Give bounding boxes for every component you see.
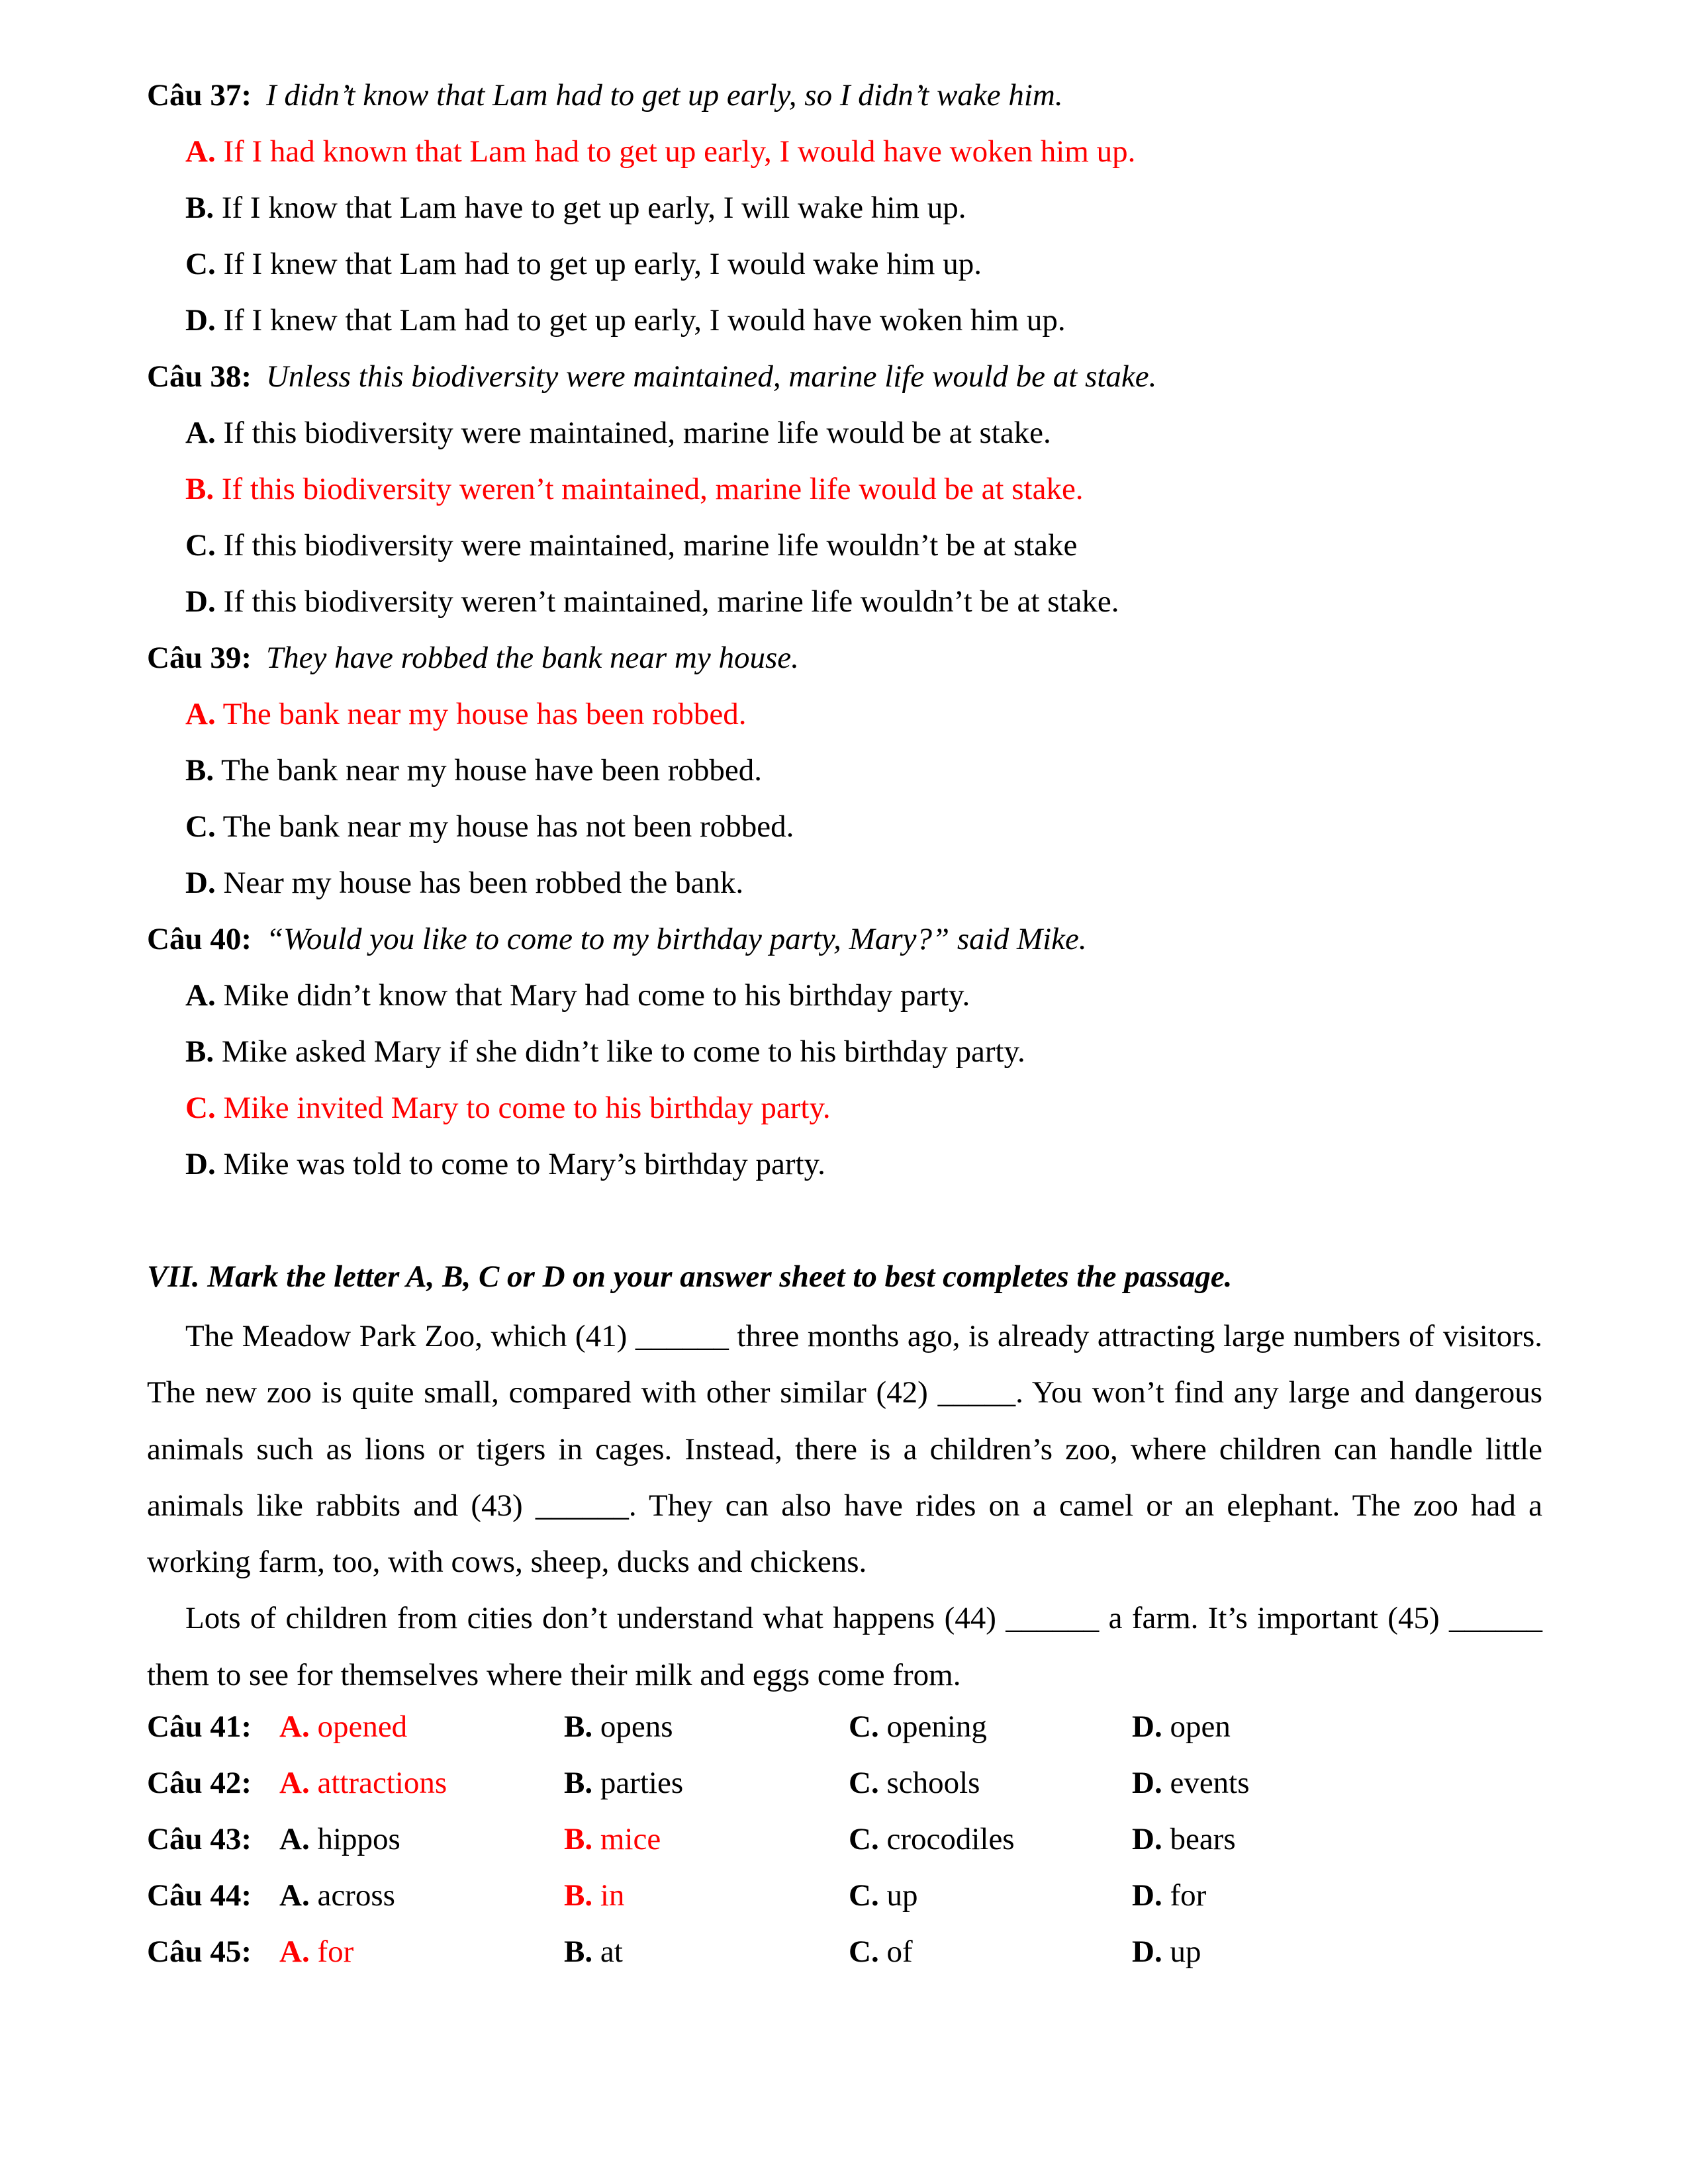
- question-text: Unless this biodiversity were maintained, marine life would be at stake.: [265, 359, 1157, 394]
- option-text: If I knew that Lam had to get up early, I would wake him up.: [223, 247, 982, 281]
- option-a: A. across: [279, 1878, 395, 1913]
- option-d: D. open: [1132, 1709, 1231, 1744]
- option-row: [185, 863, 743, 903]
- question-label: Câu 39:: [147, 641, 252, 675]
- option-c: C. of: [849, 1934, 913, 1969]
- option-letter: C.: [185, 1091, 216, 1125]
- option-text: If this biodiversity weren’t maintained, marine life would be at stake.: [221, 472, 1084, 506]
- question-text: “Would you like to come to my birthday party, Mary?” said Mike.: [265, 922, 1087, 956]
- answer-row: [147, 1819, 1542, 1859]
- question-39-stem: [147, 638, 799, 678]
- option-a: A. for: [279, 1934, 354, 1969]
- section-title: VII. Mark the letter A, B, C or D on your answer sheet to best completes the passage.: [147, 1259, 1233, 1294]
- option-row: [185, 525, 1077, 565]
- option-text: If I had known that Lam had to get up early, I would have woken him up.: [223, 134, 1136, 169]
- option-text: Mike asked Mary if she didn’t like to come to his birthday party.: [221, 1034, 1025, 1069]
- option-letter: D.: [185, 584, 216, 619]
- option-b: B. opens: [564, 1709, 673, 1744]
- option-row: [185, 751, 762, 790]
- option-letter: D.: [185, 303, 216, 338]
- reading-passage: [147, 1308, 1542, 1704]
- option-letter: D.: [185, 866, 216, 900]
- option-c: C. crocodiles: [849, 1822, 1015, 1856]
- option-letter: A.: [185, 978, 216, 1013]
- question-label: Câu 37:: [147, 78, 252, 113]
- option-text: If I knew that Lam had to get up early, I would have woken him up.: [223, 303, 1066, 338]
- option-text: If this biodiversity were maintained, marine life wouldn’t be at stake: [223, 528, 1078, 563]
- question-label: Câu 44:: [147, 1878, 252, 1913]
- option-text: If I know that Lam have to get up early, I will wake him up.: [221, 191, 966, 225]
- option-d: D. up: [1132, 1934, 1201, 1969]
- option-letter: A.: [185, 134, 216, 169]
- option-row: [185, 807, 794, 846]
- option-row: [185, 413, 1051, 453]
- option-text: Near my house has been robbed the bank.: [223, 866, 744, 900]
- option-row: [185, 976, 970, 1015]
- option-a: A. opened: [279, 1709, 408, 1744]
- option-letter: C.: [185, 809, 216, 844]
- answer-row: [147, 1707, 1542, 1747]
- question-label: Câu 42:: [147, 1766, 252, 1800]
- option-row: [185, 469, 1084, 509]
- option-row: [185, 188, 966, 228]
- question-label: Câu 38:: [147, 359, 252, 394]
- option-letter: A.: [185, 416, 216, 450]
- passage-paragraph: The Meadow Park Zoo, which (41) ______ three months ago, is already attracting large numbers of visitors. The new zoo is quite small, compared with other similar (42) _____. You won’t find any large and dangerous animals such as lions or tigers in cages. Instead, there is a children’s zoo, where children can handle little animals like rabbits and (43) ______. They can also have rides on a camel or an elephant. The zoo had a working farm, too, with cows, sheep, ducks and chickens.: [147, 1319, 1542, 1580]
- option-letter: A.: [185, 697, 216, 731]
- option-d: D. bears: [1132, 1822, 1236, 1856]
- option-text: Mike didn’t know that Mary had come to his birthday party.: [223, 978, 970, 1013]
- option-row: [185, 244, 982, 284]
- option-c: C. opening: [849, 1709, 987, 1744]
- question-text: They have robbed the bank near my house.: [265, 641, 799, 675]
- passage-paragraph: Lots of children from cities don’t understand what happens (44) ______ a farm. It’s important (45) ______ them to see for themselves where their milk and eggs come from.: [147, 1601, 1542, 1692]
- question-label: Câu 41:: [147, 1709, 252, 1744]
- question-label: Câu 40:: [147, 922, 252, 956]
- option-row: [185, 1088, 831, 1128]
- option-b: B. in: [564, 1878, 625, 1913]
- question-text: I didn’t know that Lam had to get up early, so I didn’t wake him.: [265, 78, 1063, 113]
- question-label: Câu 43:: [147, 1822, 252, 1856]
- question-37-stem: [147, 75, 1063, 115]
- option-text: If this biodiversity were maintained, marine life would be at stake.: [223, 416, 1051, 450]
- option-letter: B.: [185, 191, 214, 225]
- question-40-stem: [147, 919, 1087, 959]
- option-letter: B.: [185, 753, 214, 788]
- option-row: [185, 132, 1135, 171]
- answer-row: [147, 1932, 1542, 1972]
- option-letter: C.: [185, 528, 216, 563]
- option-letter: D.: [185, 1147, 216, 1181]
- option-row: [185, 582, 1119, 621]
- option-text: If this biodiversity weren’t maintained, marine life wouldn’t be at stake.: [223, 584, 1119, 619]
- option-text: The bank near my house has not been robbed.: [222, 809, 794, 844]
- option-b: B. mice: [564, 1822, 661, 1856]
- option-c: C. up: [849, 1878, 918, 1913]
- answer-row: [147, 1763, 1542, 1803]
- option-row: [185, 1144, 825, 1184]
- option-b: B. at: [564, 1934, 623, 1969]
- option-letter: B.: [185, 1034, 214, 1069]
- option-text: The bank near my house have been robbed.: [221, 753, 762, 788]
- option-a: A. hippos: [279, 1822, 400, 1856]
- option-b: B. parties: [564, 1766, 684, 1800]
- option-letter: B.: [185, 472, 214, 506]
- option-a: A. attractions: [279, 1766, 447, 1800]
- option-row: [185, 694, 747, 734]
- option-text: The bank near my house has been robbed.: [222, 697, 747, 731]
- option-row: [185, 1032, 1025, 1071]
- option-row: [185, 300, 1066, 340]
- option-letter: C.: [185, 247, 216, 281]
- answer-row: [147, 1876, 1542, 1915]
- option-d: D. events: [1132, 1766, 1250, 1800]
- option-d: D. for: [1132, 1878, 1207, 1913]
- option-c: C. schools: [849, 1766, 980, 1800]
- option-text: Mike invited Mary to come to his birthday party.: [223, 1091, 831, 1125]
- option-text: Mike was told to come to Mary’s birthday party.: [223, 1147, 825, 1181]
- question-38-stem: [147, 357, 1156, 396]
- question-label: Câu 45:: [147, 1934, 252, 1969]
